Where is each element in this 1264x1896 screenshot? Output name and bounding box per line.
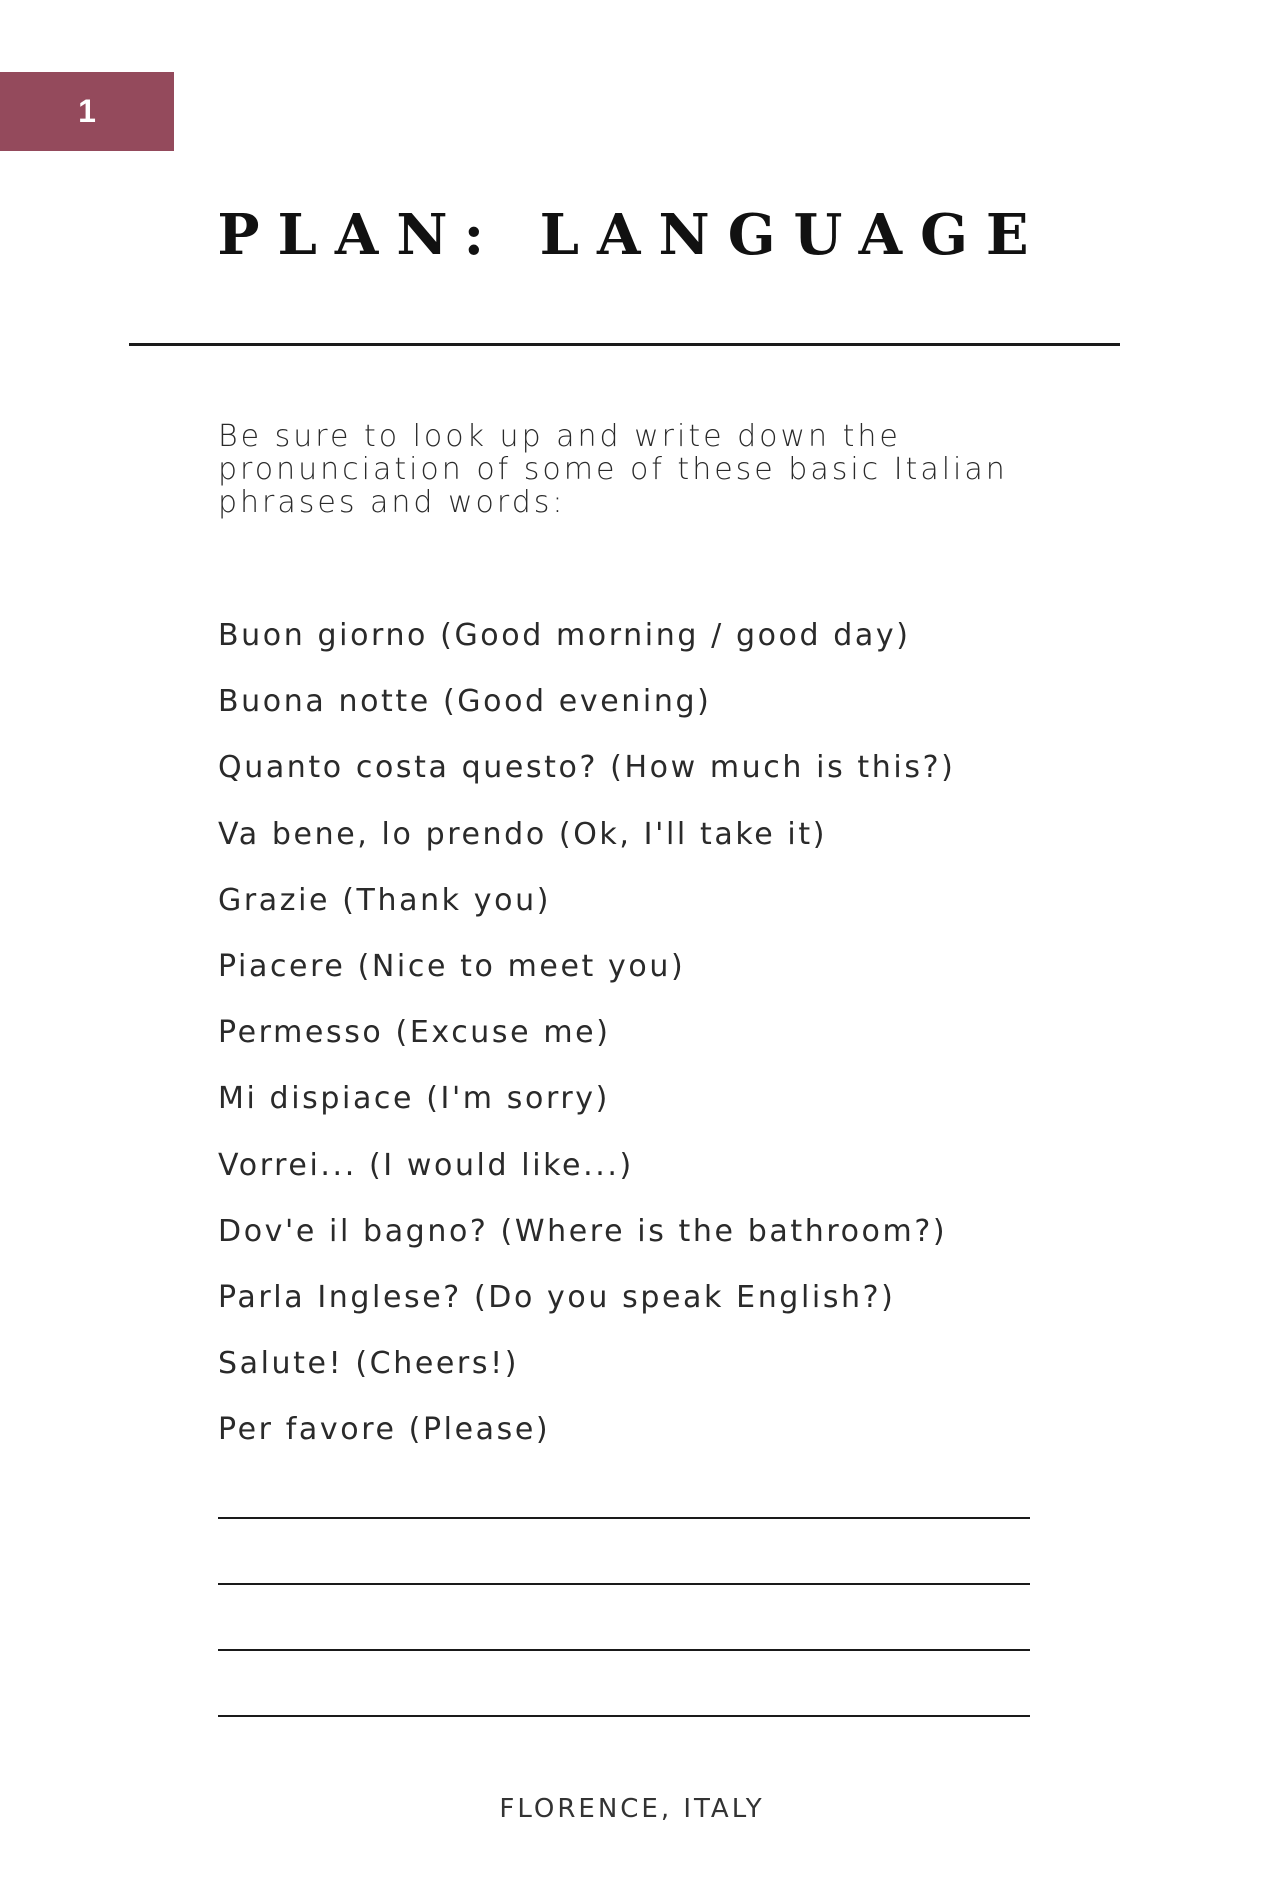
- phrase-item: Dov'e il bagno? (Where is the bathroom?): [218, 1213, 948, 1249]
- phrase-item: Parla Inglese? (Do you speak English?): [218, 1279, 896, 1315]
- writing-line[interactable]: [218, 1715, 1030, 1717]
- phrase-item: Buon giorno (Good morning / good day): [218, 618, 911, 653]
- phrase-item: Per favore (Please): [218, 1412, 551, 1448]
- phrase-item: Buona notte (Good evening): [218, 684, 712, 720]
- phrase-item: Permesso (Excuse me): [218, 1015, 611, 1051]
- phrase-item: Grazie (Thank you): [218, 882, 552, 918]
- phrase-item: Vorrei... (I would like...): [218, 1147, 634, 1183]
- title-divider: [129, 343, 1120, 346]
- writing-line[interactable]: [218, 1583, 1030, 1585]
- page-title: PLAN: LANGUAGE: [217, 202, 1047, 268]
- phrase-list: [218, 616, 955, 1476]
- writing-line[interactable]: [218, 1649, 1030, 1651]
- phrase-item: Salute! (Cheers!): [218, 1346, 520, 1382]
- writing-line[interactable]: [218, 1517, 1030, 1519]
- page-number-badge: 1: [0, 72, 174, 151]
- phrase-item: Piacere (Nice to meet you): [218, 948, 686, 984]
- phrase-item: Va bene, lo prendo (Ok, I'll take it): [218, 816, 828, 852]
- footer-location: FLORENCE, ITALY: [499, 1794, 765, 1824]
- phrase-item: Mi dispiace (I'm sorry): [218, 1081, 610, 1117]
- intro-text: Be sure to look up and write down the pronunciation of some of these basic Italian phrases and words:: [218, 419, 1008, 520]
- phrase-item: Quanto costa questo? (How much is this?): [218, 750, 956, 786]
